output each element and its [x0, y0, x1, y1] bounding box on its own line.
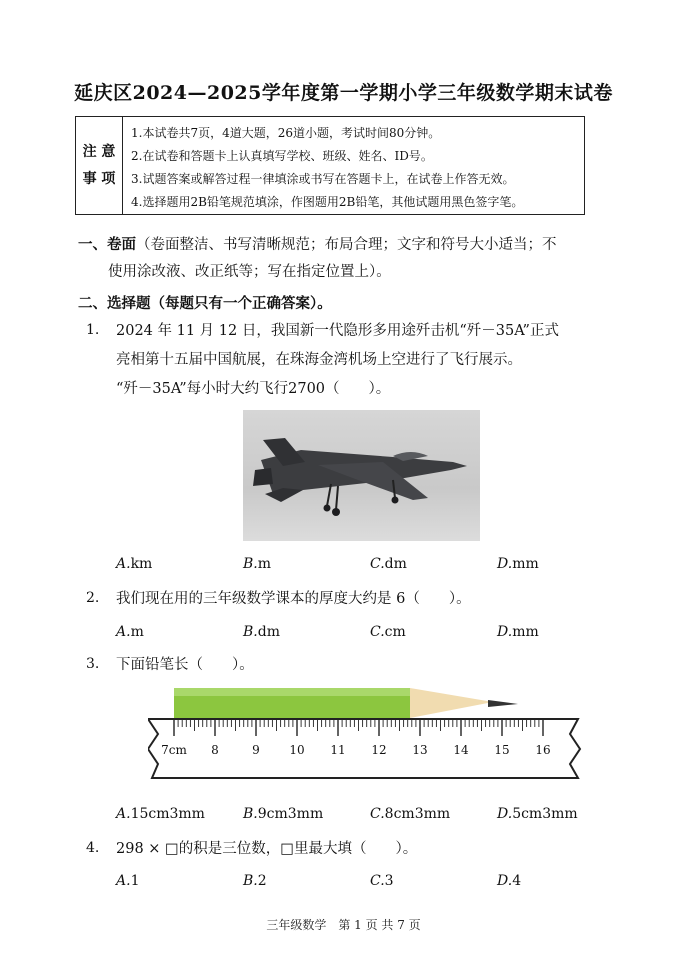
question-number: 1. — [86, 322, 100, 338]
option-d[interactable]: D.5cm3mm — [497, 806, 578, 822]
option-b[interactable]: B.9cm3mm — [243, 806, 324, 822]
pencil-tip — [488, 700, 518, 707]
question-line: 我们现在用的三年级数学课本的厚度大约是 6（ ）。 — [116, 591, 471, 607]
notice-label — [76, 117, 123, 214]
section-2-heading — [78, 290, 332, 318]
notice-item: 4.选择题用2B铅笔规范填涂，作图题用2B铅笔，其他试题用黑色签字笔。 — [131, 195, 524, 209]
section-1-text-line2: 使用涂改液、改正纸等；写在指定位置上）。 — [108, 264, 391, 280]
option-c[interactable]: C.cm — [370, 624, 406, 640]
ruler-label: 13 — [412, 743, 428, 757]
option-c[interactable]: C.8cm3mm — [370, 806, 451, 822]
notice-items — [123, 117, 584, 214]
section-1 — [78, 231, 557, 286]
section-2-heading-text: 二、选择题（每题只有一个正确答案）。 — [78, 295, 332, 312]
question-line: 298 × □的积是三位数，□里最大填（ ）。 — [116, 841, 418, 857]
ruler-label: 7cm — [161, 743, 187, 757]
question-1-text — [116, 317, 616, 404]
notice-box — [75, 116, 585, 215]
question-4-text — [116, 835, 616, 864]
exam-title: 延庆区2024—2025学年度第一学期小学三年级数学期末试卷 — [74, 82, 613, 104]
ruler-label: 12 — [371, 743, 387, 757]
option-d[interactable]: D.4 — [497, 873, 522, 889]
ruler-label: 10 — [289, 743, 305, 757]
fighter-jet-icon — [243, 410, 480, 541]
notice-item: 2.在试卷和答题卡上认真填写学校、班级、姓名、ID号。 — [131, 149, 433, 163]
notice-label-line1: 注 意 — [82, 143, 116, 160]
ruler-label: 14 — [453, 743, 469, 757]
ruler-label: 9 — [252, 743, 260, 757]
option-b[interactable]: B.dm — [243, 624, 280, 640]
question-number: 2. — [86, 590, 100, 606]
option-c[interactable]: C.dm — [370, 556, 407, 572]
section-1-heading: 一、卷面 — [78, 236, 136, 253]
option-b[interactable]: B.m — [243, 556, 272, 572]
notice-item: 3.试题答案或解答过程一律填涂或书写在答题卡上，在试卷上作答无效。 — [131, 172, 515, 186]
question-line: “歼－35A”每小时大约飞行2700（ ）。 — [116, 381, 391, 397]
question-number: 4. — [86, 840, 100, 856]
notice-item: 1.本试卷共7页，4道大题，26道小题，考试时间80分钟。 — [131, 126, 441, 140]
question-number: 3. — [86, 656, 100, 672]
option-c[interactable]: C.3 — [370, 873, 394, 889]
ruler-label: 11 — [330, 743, 346, 757]
option-a[interactable]: A.m — [116, 624, 144, 640]
page-footer: 三年级数学 第 1 页 共 7 页 — [266, 918, 421, 932]
question-2-text — [116, 585, 616, 614]
question-1-options — [116, 556, 636, 572]
option-d[interactable]: D.mm — [497, 624, 539, 640]
question-2-options — [116, 624, 636, 640]
option-b[interactable]: B.2 — [243, 873, 267, 889]
question-4-options — [116, 873, 636, 889]
ruler-with-pencil — [148, 686, 588, 786]
question-line: 2024 年 11 月 12 日，我国新一代隐形多用途歼击机“歼－35A”正式 — [116, 323, 559, 339]
ruler-label: 8 — [211, 743, 219, 757]
question-line: 亮相第十五届中国航展，在珠海金湾机场上空进行了飞行展示。 — [116, 352, 522, 368]
section-1-text: （卷面整洁、书写清晰规范；布局合理；文字和符号大小适当；不 — [136, 237, 557, 253]
question-3-text — [116, 651, 616, 680]
option-a[interactable]: A.1 — [116, 873, 140, 889]
option-a[interactable]: A.15cm3mm — [116, 806, 205, 822]
ruler-figure — [148, 686, 588, 786]
option-d[interactable]: D.mm — [497, 556, 539, 572]
ruler-label: 16 — [535, 743, 551, 757]
pencil-wood — [410, 688, 493, 718]
ruler-label: 15 — [494, 743, 510, 757]
notice-label-line2: 事 项 — [82, 170, 116, 187]
fighter-jet-photo — [243, 410, 480, 541]
option-a[interactable]: A.km — [116, 556, 153, 572]
question-line: 下面铅笔长（ ）。 — [116, 657, 254, 673]
question-3-options — [116, 806, 636, 822]
